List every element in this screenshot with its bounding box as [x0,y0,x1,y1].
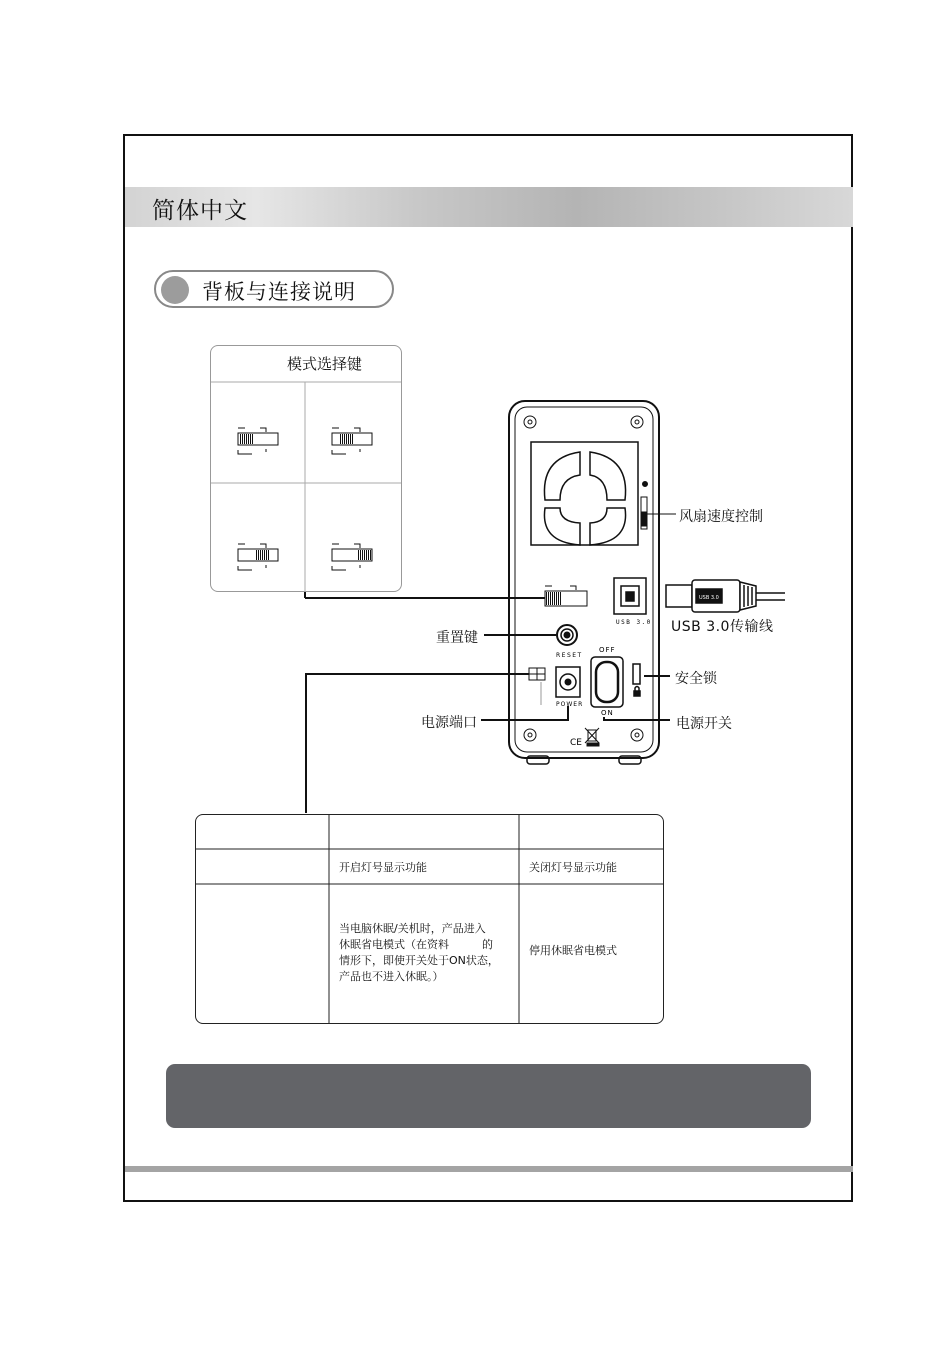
page-title: 简体中文 [152,198,248,224]
table-cell-line: 情形下，即使开关处于ON状态， [339,954,499,967]
usb-plug-text: USB 3.0 [699,595,719,601]
table-cell-multiline [339,921,499,985]
mode-switch-3-icon [238,544,278,570]
ce-mark: CE [570,738,582,748]
table-cell: 关闭灯号显示功能 [529,861,617,874]
table-grid [196,815,664,1024]
fan-speed-label: 风扇速度控制 [679,509,763,525]
power-text: POWER [556,701,584,708]
mode-selector-title: 模式选择键 [287,355,363,373]
table-cell-line: 当电脑休眠/关机时，产品进入 [339,922,486,935]
table-cell-line: 休眠省电模式（在资料 的 [339,938,493,951]
table-cell: 开启灯号显示功能 [339,861,427,874]
note-bar [166,1064,811,1128]
mode-switch-2-icon [332,428,372,454]
power-port-label: 电源端口 [421,715,477,731]
footer-rule [125,1166,853,1172]
mode-switch-4-icon [332,544,372,570]
table-cell: 停用休眠省电模式 [529,944,617,957]
security-lock-label: 安全锁 [675,671,717,687]
usb-cable-label: USB 3.0传输线 [671,619,774,635]
table-cell-line: 产品也不进入休眠。） [339,970,444,983]
mode-table [195,814,664,1024]
power-switch-label: 电源开关 [676,716,732,732]
section-title: 背板与连接说明 [202,280,356,304]
usb-cable [666,580,785,612]
reset-text: RESET [556,652,583,659]
usb-port-text: USB 3.0 [616,619,652,626]
reset-label: 重置键 [436,630,478,646]
on-text: ON [601,709,614,717]
mode-switch-1-icon [238,428,278,454]
off-text: OFF [599,646,616,654]
